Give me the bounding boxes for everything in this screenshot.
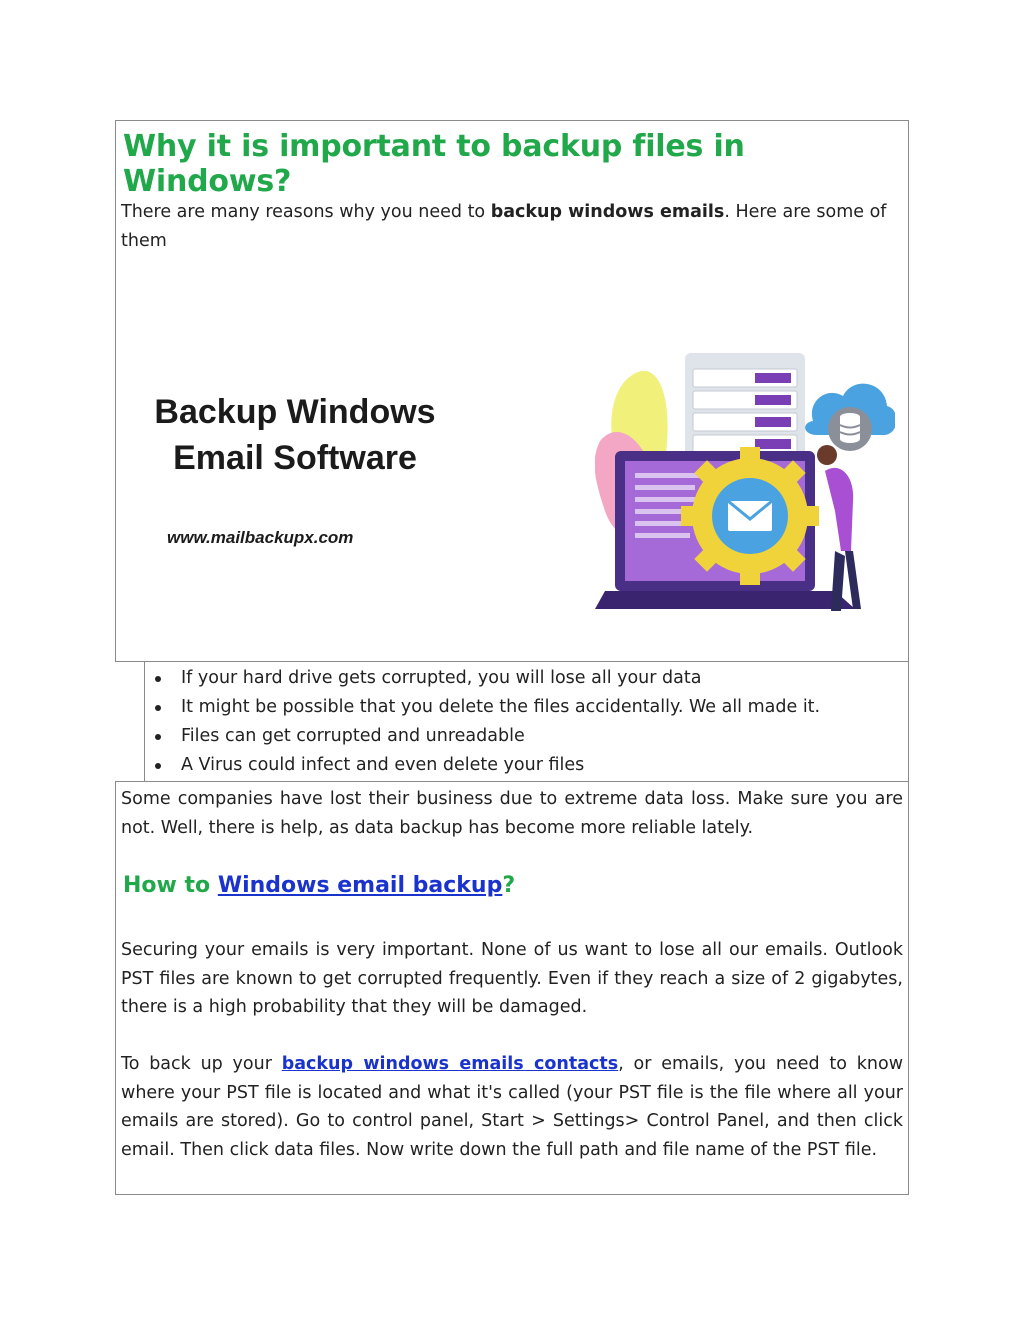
bullet-icon (155, 705, 161, 711)
banner-title-line2: Email Software (173, 439, 417, 477)
intro-section (115, 120, 909, 662)
bullet-icon (155, 763, 161, 769)
intro-paragraph: There are many reasons why you need to backup windows emails. Here are some of them (121, 202, 887, 251)
bullet-icon (155, 734, 161, 740)
backup-windows-emails-contacts-link[interactable]: backup windows emails contacts (281, 1054, 619, 1074)
data-loss-paragraph: Some companies have lost their business due to extreme data loss. Make sure you are not. Well, there is help, as data backup has become more reliable lately. (121, 789, 903, 838)
list-item: If your hard drive gets corrupted, you will lose all your data (145, 664, 820, 693)
backup-illustration (595, 351, 895, 641)
reasons-list (144, 661, 909, 782)
howto-heading: How to Windows email backup? (123, 873, 516, 898)
banner-title-line1: Backup Windows (154, 393, 436, 431)
page-title: Why it is important to backup files in Windows? (123, 129, 745, 199)
software-banner-image (125, 351, 905, 651)
person-figure-icon (817, 445, 861, 611)
pst-location-paragraph: To back up your backup windows emails contacts, or emails, you need to know where your PST file is located and what it's called (your PST file is the file where all your emails are stored). Go to control panel, Start > Settings> Control Panel, and then click email. Then click data files. Now write down the full path and file name of the PST file. (121, 1054, 904, 1160)
list-item: A Virus could infect and even delete your files (145, 751, 820, 780)
gear-email-icon (681, 447, 819, 585)
cloud-database-icon (805, 384, 895, 451)
backup-howto-section (115, 781, 909, 1195)
intro-bold-text: backup windows emails (490, 202, 725, 222)
securing-emails-paragraph: Securing your emails is very important. None of us want to lose all our emails. Outlook PST files are known to get corrupted frequently. Even if they reach a size of 2 gigabytes, there is a high probability that they will be damaged. (121, 940, 903, 1017)
list-item: It might be possible that you delete the files accidentally. We all made it. (145, 693, 820, 722)
banner-url: www.mailbackupx.com (167, 528, 354, 547)
windows-email-backup-link[interactable]: Windows email backup (217, 873, 503, 898)
bullet-list (145, 664, 820, 780)
bullet-icon (155, 676, 161, 682)
list-item: Files can get corrupted and unreadable (145, 722, 820, 751)
